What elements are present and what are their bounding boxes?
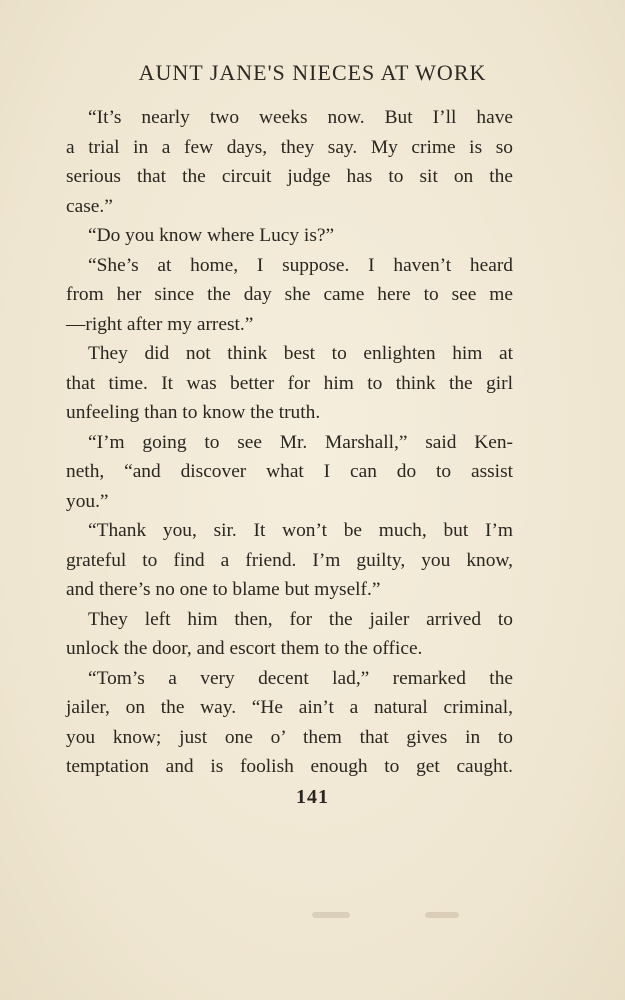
text-line: “Do you know where Lucy is?” bbox=[88, 225, 335, 246]
paragraph bbox=[66, 605, 513, 664]
text-line: a trial in a few days, they say. My crime is so bbox=[66, 136, 513, 158]
paragraph bbox=[66, 664, 513, 782]
paragraph bbox=[66, 103, 513, 221]
text-line: neth, “and discover what I can do to assist bbox=[66, 461, 513, 482]
text-line: you.” bbox=[66, 490, 109, 512]
paper-smudge bbox=[312, 912, 350, 918]
paragraph bbox=[66, 428, 513, 517]
text-line: case.” bbox=[66, 195, 113, 217]
text-line: jailer, on the way. “He ain’t a natural criminal, bbox=[66, 697, 513, 718]
page-number: 141 bbox=[296, 786, 329, 808]
text-line: unlock the door, and escort them to the office. bbox=[66, 638, 423, 659]
text-line: you know; just one o’ them that gives in to bbox=[66, 726, 513, 748]
text-line: temptation and is foolish enough to get caught. bbox=[66, 756, 513, 777]
paragraph bbox=[66, 339, 513, 428]
body-text bbox=[66, 103, 513, 782]
text-line: serious that the circuit judge has to sit on the bbox=[66, 166, 513, 187]
text-line: unfeeling than to know the truth. bbox=[66, 402, 321, 423]
text-line: They did not think best to enlighten him at bbox=[88, 343, 513, 364]
text-line: They left him then, for the jailer arrived to bbox=[88, 608, 513, 630]
text-line: —right after my arrest.” bbox=[66, 313, 254, 335]
paragraph bbox=[66, 516, 513, 605]
text-line: from her since the day she came here to see me bbox=[66, 284, 513, 305]
running-header: AUNT JANE'S NIECES AT WORK bbox=[138, 60, 487, 85]
text-line: and there’s no one to blame but myself.” bbox=[66, 579, 381, 600]
text-line: “Thank you, sir. It won’t be much, but I’m bbox=[88, 520, 513, 541]
text-line: “Tom’s a very decent lad,” remarked the bbox=[88, 667, 513, 689]
paper-smudge bbox=[425, 912, 459, 918]
paragraph bbox=[66, 221, 513, 251]
text-line: “She’s at home, I suppose. I haven’t heard bbox=[88, 254, 513, 276]
text-line: “I’m going to see Mr. Marshall,” said Ken- bbox=[88, 431, 513, 453]
text-line: grateful to find a friend. I’m guilty, you know, bbox=[66, 549, 513, 571]
text-line: that time. It was better for him to think the girl bbox=[66, 372, 513, 394]
text-line: “It’s nearly two weeks now. But I’ll have bbox=[88, 107, 513, 128]
paragraph bbox=[66, 251, 513, 340]
